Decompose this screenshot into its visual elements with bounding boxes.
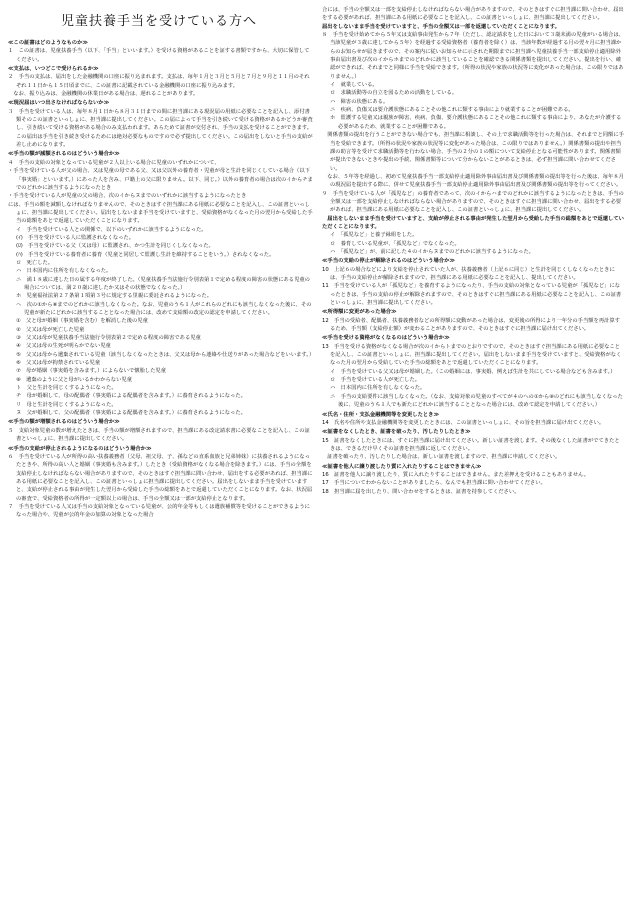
paragraph: 17 手当についてわからないことがありましたら、なんでも担当課に問い合わせてください。 (322, 480, 546, 487)
paragraph: 15 証書をなくしたときには、すぐに担当課に届け出てください。新しい証書を渡します。その後なくした証書がでてきたときは、できるだけ早くその証書を担当課に返してください。 (322, 437, 620, 452)
paragraph: ① 父と母が婚姻（事実婚を含む）を解消した後の児童 (16, 318, 148, 325)
paragraph: 16 証書を他人に譲り渡したり、質に入れたりすることはできません。また差押えを受けることもありません。 (322, 471, 589, 478)
paragraph: 届出をしないまま手当を受けていますと、支給が停止される事由が発生した翌月から受給した手当の総額をあとで返還していただくことになります。 (322, 215, 624, 230)
paragraph: なお、５年等を経過し、初めて児童扶養手当一部支給停止適用除外事由届出書及び関係書類の提出等を行った後は、毎年８月の現況届を提出する際に、併せて児童扶養手当一部支給停止適用除外事由届出書及び関係書類の提出等を行ってください。 (322, 173, 624, 189)
paragraph: ハ 日本国内に住所を有しなくなった。 (330, 385, 426, 392)
section-heading: ≪支払は、いつどこで受けられるか≫ (8, 66, 99, 73)
section-heading: ≪手当を受ける資格がなくなるのはどういう場合か≫ (322, 335, 450, 342)
paragraph: (ｲ) 手当を受けている人に監護されなくなった。 (16, 234, 135, 241)
paragraph: ハ 障害の状態にある。 (330, 98, 389, 105)
paragraph: には、手当の額を減額しなければなりませんので、そのときはすぐ担当課にある用紙に必要なことを記入し、この証書といっしょに、担当課に提出してください。届出をしないまま手当を受けていますと、受給資格がなくなった月の翌月から受給した手当の総額をあとで返還していただくことになります。 (8, 201, 313, 225)
section-heading: ≪所得額に変更があった場合≫ (322, 309, 397, 316)
section-heading: ≪証書を他人に譲り渡したり質に入れたりすることはできません≫ (322, 463, 482, 470)
paragraph: ③ 父又は母が児童扶養手当法施行令別表第２で定める程度の障害である児童 (16, 335, 201, 342)
section-heading: ≪手当の支給が停止されるようになるのはどういう場合か≫ (8, 445, 152, 452)
paragraph: ニ 疾病、負傷又は要介護状態にあることその他これに類する事由により就業することが困難である。 (330, 107, 574, 114)
paragraph: なお、振り込みは、金融機関の休業日がある場合は、遅れることがあります。 (8, 91, 199, 98)
paragraph: リ 母と生計を同じくするようになった。 (16, 401, 117, 408)
paragraph: ヌ 父が婚姻して、父の配偶者（事実婚による配偶者を含みます。）に養育されるようになった。 (16, 410, 246, 417)
paragraph: 11 手当を受けている人が「孤児など」を養育するようになったり、手当の支給の対象となっている児童が「孤児など」になったときは、手当の支給の停止が解除されますので、そのときはすぐに担当課にある用紙に必要なことを記入し、この証書といっしょに、担当課に提出してください。 (322, 283, 622, 307)
paragraph: ② 父又は母が死亡した児童 (16, 326, 85, 333)
paragraph: ⑤ 父又は母から遺棄されている児童（該当しなくなったときは、父又は母から連絡や仕送りがあった場合などをいいます。） (16, 351, 314, 358)
paragraph: ６ 手当を受けている人が所得の高い扶養義務者（父母、祖父母、子、孫などの直系血族と兄弟姉妹）に扶養されるようになったときや、所得の高い人と婚姻（事実婚も含みます。）したとき（受給資格がなくなる場合を除きます。）には、手当の全額を支給停止しなければならない場合がありますので、そのときはすぐ担当課に問い合わせ、届出をする必要があれば、担当課にある用紙に必要なことを記入し、この証書といっしょに担当課に提出してください。届出をしないまま手当を受けていますと、支給が停止される事由が発生した翌月から受給した手当の総額をあとで返還していただくことになります。なお、状況届の審査で、受給資格者の所得が一定額以上の場合は、手当の全額又は一部が支給停止となります。 (8, 453, 313, 502)
paragraph: ロ 求職活動等の自立を図るための活動をしている。 (330, 90, 458, 97)
paragraph: ７ 手当を受けている人又は手当の支給対象となっている児童が、公的年金等もしくは遺族補償等を受けることができるようになった場合や、児童が公的年金の加算の対象となった場合 (8, 503, 310, 519)
paragraph: ニ 手当の支給要件に該当しなくなった。（なお、支給対象の児童のすべてが４のへの①から⑧のどれにも該当しなくなった後に、児童のうち１人でも新たにどれかに該当することとなった場合には、改めて認定を申請してください。） (330, 393, 623, 409)
paragraph: ９ 手当を受けている人が「孤児など」の養育者であって、次のイからハまでのどれかに該当するようになったときは、手当の全額又は一部を支給停止しなければならない場合がありますので、そのときはすぐに担当課に問い合わせ、届出をする必要があれば、担当課にある用紙に必要なことを記入し、この証書といっしょに、担当課に提出してください。 (322, 190, 624, 214)
paragraph: イ 「孤児など」と養子縁組をした。 (330, 232, 418, 239)
paragraph: ロ 手当を受けている人が死亡した。 (330, 377, 421, 384)
paragraph: ト 父と生計を同じくするようになった。 (16, 385, 117, 392)
paragraph: チ 母が婚姻して、母の配偶者（事実婚による配偶者を含みます。）に養育されるようになった。 (16, 393, 246, 400)
section-heading: ≪この証書はどのようなものか≫ (8, 40, 88, 46)
paragraph: ロ 養育している児童が、「孤児など」でなくなった。 (330, 240, 460, 247)
paragraph: イ 就業している。 (330, 82, 378, 89)
paragraph: ２ 手当の支払は、届出をした金融機関の口座に振り込まれます。支払は、毎年１月と３月と５月と７月と９月と１１月のそれぞれ１１日から１５日頃までに、この証書に記載されている金融機関の口座に振り込みます。 (8, 74, 310, 89)
paragraph: ホ 児童福祉法第２７条第１項第３号に規定する里親に委託されるようになった。 (16, 293, 212, 300)
paragraph: ロ 死亡した。 (16, 259, 54, 266)
paragraph: ハ 「孤児など」が、前に記した４のイからヌまでのどれかに該当するようになった。 (330, 248, 534, 255)
paragraph: 届出をしないまま手当を受けていますと、手当の全額又は一部を返還していただくことになります。 (322, 23, 560, 30)
paragraph: ⑦ 母が婚姻（事実婚を含みます。）によらないで懐胎した児童 (16, 368, 166, 375)
paragraph: ５ 支給対象児童の数が増えたときは、手当の額が増額されますので、担当課にある改定請求書に必要なことを記入し、この証書といっしょに、担当課に提出してください。 (8, 427, 310, 443)
paragraph: ８ 手当を受け始めてから５年又は支給事由発生から７年（ただし、認定請求をした日において３歳未満の児童がいる場合は、当該児童が３歳に達してから５年）を経過する受給資格者（養育者を除く）は、当該年数が経過する月の翌々月に担当課からのお知らせが届きますので、その案内に従いお知らせに示された期限までに担当課へ児童扶養手当一部支給停止適用除外事由届出書及び次のイからホまでのどれかに該当していることを確認できる関係書類を提出してください。提出を行い、確認ができれば、それまでと同様に手当を受給できます。（所得の状況や家族の状況等に変化があった場合は、この限りではありません。） (322, 32, 624, 80)
paragraph: ハ 日本国内に住所を有しなくなった。 (16, 268, 112, 275)
paragraph: 18 担当課に届を出したり、問い合わせをするときは、証書を持参してください。 (322, 488, 520, 495)
paragraph: 12 手当の受給者、配偶者、扶養義務者などの所得額に変動があった場合は、変更後の所得により一年分の手当額を再計算するため、手当額（支給停止額）が変わることがありますので、そのときはすぐに担当課に届け出てください。 (322, 317, 621, 333)
section-heading: ≪証書をなくしたとき、証書を破ったり、汚したりしたとき≫ (322, 429, 471, 436)
section-heading: ≪手当の額が増額されるのはどういう場合か≫ (8, 419, 120, 426)
section-heading: ≪手当の支給の停止が解除されるのはどういう場合か≫ (322, 258, 455, 265)
section-heading: ≪手当の額が減額されるのはどういう場合か≫ (8, 151, 120, 158)
paragraph: (ﾊ) 手当を受けている養育者に養育（児童と同居して監護し生計を維持することをいう。）されなくなった。 (16, 251, 275, 258)
paragraph: ⑧ 遺棄のように父と母がいるかわからない児童 (16, 376, 132, 383)
paragraph: イ 手当を受けている人との関係で、以下のいずれかに該当するようになった。 (16, 226, 207, 233)
paragraph: １ この証書は、児童扶養手当（以下、「手当」といいます。）を受ける資格があることを証する書類ですから、大切に保管してください。 (8, 48, 310, 63)
paragraph: ⑥ 父又は母が拘禁されている児童 (16, 360, 101, 367)
paragraph: 10 上記６の場合などにより支給を停止されていた人が、扶養義務者（上記６に同じ）と生計を同じくしなくなったときには、手当の支給停止が解除されますので、担当課にある用紙に必要なことを記入し、提出してください。 (322, 266, 615, 281)
paragraph: ④ 父又は母の生死が明らかでない児童 (16, 343, 111, 350)
section-heading: ≪氏名・住所・支払金融機関等を変更したとき≫ (322, 411, 440, 418)
paragraph: ヘ 次の①から⑧までのどれかに該当しなくなった。なお、児童のうち１人がこれらのどれにも該当しなくなった後に、その児童が新たにどれかに該当することとなった場合には、改めて支給額の改定の認定を申請してください。 (16, 301, 312, 316)
paragraph: 13 手当を受ける資格がなくなる場合が次のイからトまでのとおりですので、そのときはすぐ担当課にある用紙に必要なことを記入し、この証書といっしょに、担当課に提出してください。届出をしないまま手当を受けていますと、受給資格がなくなった月の翌月から受給していた手当の総額をあとで返還していただくことになります。 (322, 343, 622, 367)
paragraph: ホ 監護する児童又は親族が障害、疾病、負傷、要介護状態にあることその他これに類する事由により、あなたが介護する必要があるため、就業することが困難である。 (330, 115, 622, 130)
paragraph: ・手当を受けている人が児童の父の場合、次のイからヌまでのいずれかに該当するようになったとき (8, 193, 247, 200)
page-title: 児童扶養手当を受けている方へ (60, 14, 257, 29)
section-heading: ≪現況届はいつ出さなければならないか≫ (8, 100, 110, 107)
paragraph: 合には、手当の全額又は一部を支給停止しなければならない場合がありますので、そのときはすぐに担当課に問い合わせ、届出をする必要があれば、担当課にある用紙に必要なことを記入し、この証書といっしょに、担当課に提出してください。 (322, 7, 624, 22)
paragraph: 関係書類の提出を行うことができない場合でも、担当課に相談し、その上で求職活動等を行った場合は、それまでと同額に手当を受給できます。（所得の状況や家族の状況等に変化があった場合は、この限りではありません。）関係書類の提出や担当課の助言等を受けて求職活動等を行わない場合、手当の２分の１の額について支給停止となる可能性があります。関係書類が提出できないときや提出の手続、関係書類等について分からないことがあるときは、必ず担当課に問い合わせてください。 (322, 132, 624, 172)
paragraph: (ﾛ) 手当を受けている父（又は母）に監護され、かつ生計を同じくしなくなった。 (16, 243, 214, 250)
right-column (322, 6, 624, 912)
paragraph: ４ 手当の支給の対象となっている児童が２人以上いる場合に児童のいずれかについて、 (8, 159, 220, 166)
paragraph: ３ 手当を受けている人は、毎年８月１日から８月３１日までの間に担当課にある現況届の用紙に必要なことを記入し、添付書類そのこの証書といっしょに、担当課に提出してください。この届によって手当を引き続いて受ける資格があるかどうか審査し、引き続いて受ける資格がある場合のみ支払われます。あらためて証書が交付され、手当の支払を受けることができます。この届出は手当を引き続き受けるためには絶対必要なものですので必ず提出してください。この届出をしないと手当の支給が差し止めになります。 (8, 108, 313, 149)
left-column (8, 38, 314, 912)
paragraph: ・手当を受けている人が父の場合、又は児童の母である父、又は父以外の養育者・児童が母と生計を同じくしている場合（以下「事実婚」といいます。）にあった人を含み、戸籍上の父に限りません。以下、同じ。）以外の養育者の場合は次のイからチまでのどれかに該当するようになったとき (8, 168, 313, 191)
paragraph: ニ 満１８歳に達した日の属する年度が終了した。（児童扶養手当法施行令別表第１で定める程度の障害の状態にある児童の場合については、満２０歳に達したか又はその状態でなくなった。） (16, 276, 310, 291)
paragraph: 14 氏名や住所や支払金融機関等を変更したときには、この証書といっしょに、その旨を担当課に届け出てください。 (322, 419, 605, 426)
paragraph: イ 手当を受けている父又は母が婚姻した。（この婚姻には、事実婚、例えば生計を共にしている場合なども含みます。） (330, 368, 616, 375)
paragraph: 証書を破ったり、汚したりした場合は、新しい証書を渡しますので、担当課に申請してください。 (322, 454, 561, 461)
